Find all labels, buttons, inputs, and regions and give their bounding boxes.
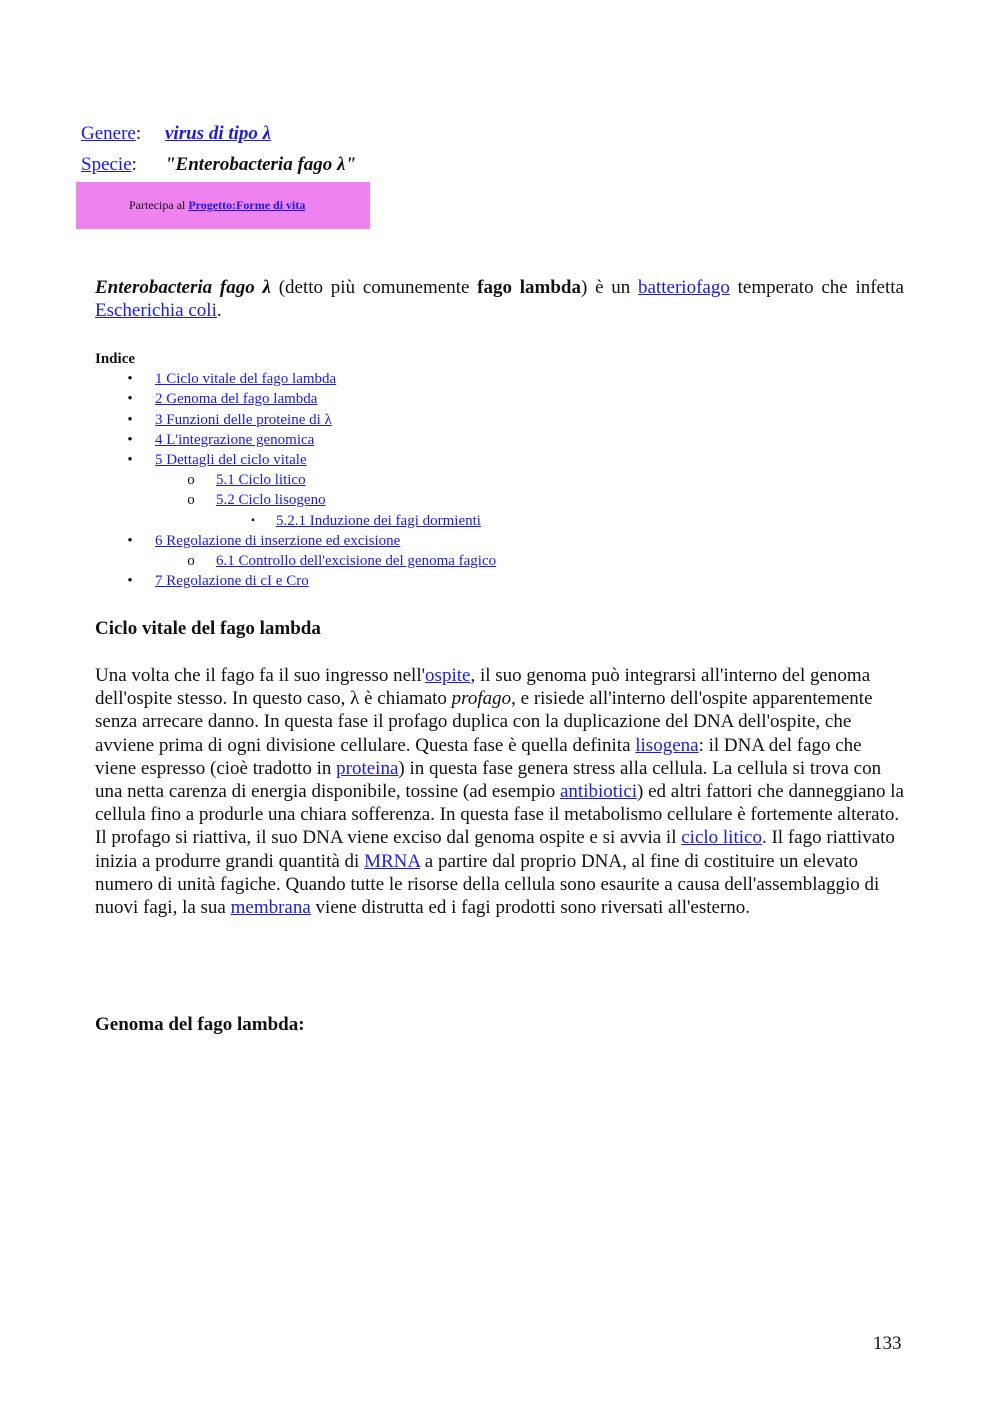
page-number: 133	[873, 1333, 902, 1354]
toc-link-2[interactable]: 2 Genoma del fago lambda	[155, 391, 318, 408]
toc-link-4[interactable]: 4 L'integrazione genomica	[155, 431, 315, 448]
para-text: , il suo genoma può integrarsi all'interno del genoma dell'ospite stesso. In questo caso, λ è chiamato	[95, 665, 871, 710]
toc-item	[95, 430, 496, 450]
bullet-square-icon: ▪	[251, 514, 255, 526]
toc-item	[95, 450, 496, 470]
bullet-circle-icon: o	[187, 492, 195, 509]
link-lisogena[interactable]: lisogena	[635, 734, 699, 756]
toc-link-7[interactable]: 7 Regolazione di cI e Cro	[155, 573, 309, 590]
para-text: Una volta che il fago fa il suo ingresso nell'	[95, 665, 426, 686]
genus-colon: :	[135, 123, 142, 144]
table-of-contents	[95, 349, 496, 591]
toc-item	[95, 410, 496, 430]
toc-item	[95, 551, 496, 571]
taxobox-species-row	[81, 154, 356, 176]
para-text: : il DNA del fago che viene espresso (cioè tradotto in	[95, 734, 862, 779]
toc-link-1[interactable]: 1 Ciclo vitale del fago lambda	[155, 371, 337, 388]
toc-link-5-2[interactable]: 5.2 Ciclo lisogeno	[216, 492, 326, 509]
species-label-link[interactable]: Specie	[81, 154, 132, 175]
bullet-disc-icon: •	[127, 573, 133, 590]
species-colon: :	[131, 154, 137, 175]
toc-link-5-1[interactable]: 5.1 Ciclo litico	[216, 472, 306, 489]
intro-text-4: .	[216, 300, 222, 321]
bullet-disc-icon: •	[127, 391, 133, 408]
toc-link-6-1[interactable]: 6.1 Controllo dell'excisione del genoma fagico	[216, 553, 497, 570]
genus-label-link[interactable]: Genere	[81, 123, 136, 144]
toc-item	[95, 571, 496, 591]
bullet-disc-icon: •	[127, 371, 133, 388]
link-escherichia-coli[interactable]: Escherichia coli	[95, 300, 217, 321]
link-ospite[interactable]: ospite	[425, 665, 471, 686]
bullet-circle-icon: o	[187, 472, 195, 489]
section-paragraph	[95, 664, 907, 919]
para-text: , e risiede all'interno dell'ospite apparentemente senza arrecare danno. In questa fase il profago duplica con la duplicazione del DNA dell'ospite, che avviene prima di ogni divisione cellulare. Questa fase è quella definita	[95, 688, 873, 756]
toc-link-3[interactable]: 3 Funzioni delle proteine di λ	[155, 411, 332, 428]
taxobox-genus-row	[81, 123, 271, 145]
para-text: . Il fago riattivato inizia a produrre grandi quantità di	[95, 827, 895, 872]
para-emphasis-profago: profago	[451, 688, 512, 710]
link-ciclo-litico[interactable]: ciclo litico	[681, 827, 762, 849]
toc-item	[95, 470, 496, 490]
intro-paragraph	[95, 276, 904, 322]
intro-text-2: ) è un	[581, 277, 639, 298]
project-link[interactable]: Progetto:Forme di vita	[188, 198, 306, 212]
para-text: ) ed altri fattori che danneggiano la cellula fino a produrle una chiara sofferenza. In questa fase il metabolismo cellulare è fortemente alterato. Il profago si riattiva, il suo DNA viene exciso dal genoma ospite e si avvia il	[95, 781, 904, 849]
link-membrana[interactable]: membrana	[230, 897, 311, 919]
intro-text-1: (detto più comunemente	[270, 277, 478, 298]
toc-link-6[interactable]: 6 Regolazione di inserzione ed excisione	[155, 532, 401, 549]
link-mrna[interactable]: MRNA	[364, 850, 421, 872]
toc-item	[95, 369, 496, 389]
toc-item	[95, 490, 496, 510]
bullet-disc-icon: •	[127, 411, 133, 428]
section-heading-ciclo-vitale: Ciclo vitale del fago lambda	[95, 618, 321, 639]
bullet-disc-icon: •	[127, 452, 133, 469]
species-value: "Enterobacteria fago λ"	[165, 154, 357, 175]
project-banner	[76, 182, 370, 229]
para-text: ) in questa fase genera stress alla cellula. La cellula si trova con una netta carenza di energia disponibile, tossine (ad esempio	[95, 757, 882, 803]
genus-value-link[interactable]: virus di tipo λ	[165, 123, 272, 144]
intro-species-name: Enterobacteria fago λ	[95, 277, 271, 298]
section-heading-genoma: Genoma del fago lambda:	[95, 1014, 305, 1035]
toc-item	[95, 511, 496, 531]
toc-link-5-2-1[interactable]: 5.2.1 Induzione dei fagi dormienti	[276, 512, 481, 529]
intro-text-3: temperato che infetta	[729, 277, 904, 298]
toc-link-5[interactable]: 5 Dettagli del ciclo vitale	[155, 452, 307, 469]
link-proteina[interactable]: proteina	[336, 757, 399, 779]
para-text: viene distrutta ed i fagi prodotti sono riversati all'esterno.	[310, 897, 751, 919]
bullet-circle-icon: o	[187, 553, 195, 570]
bullet-disc-icon: •	[127, 431, 133, 448]
project-prefix: Partecipa al	[129, 198, 189, 212]
link-batteriofago[interactable]: batteriofago	[638, 277, 730, 298]
intro-bold-name: fago lambda	[477, 277, 581, 298]
toc-item	[95, 531, 496, 551]
toc-item	[95, 389, 496, 409]
para-text: a partire dal proprio DNA, al fine di costituire un elevato numero di unità fagiche. Quando tutte le risorse della cellula sono esaurite a causa dell'assemblaggio di nuovi fagi, la sua	[95, 850, 880, 919]
link-antibiotici[interactable]: antibiotici	[560, 781, 638, 803]
toc-title: Indice	[95, 351, 136, 367]
bullet-disc-icon: •	[127, 532, 133, 549]
